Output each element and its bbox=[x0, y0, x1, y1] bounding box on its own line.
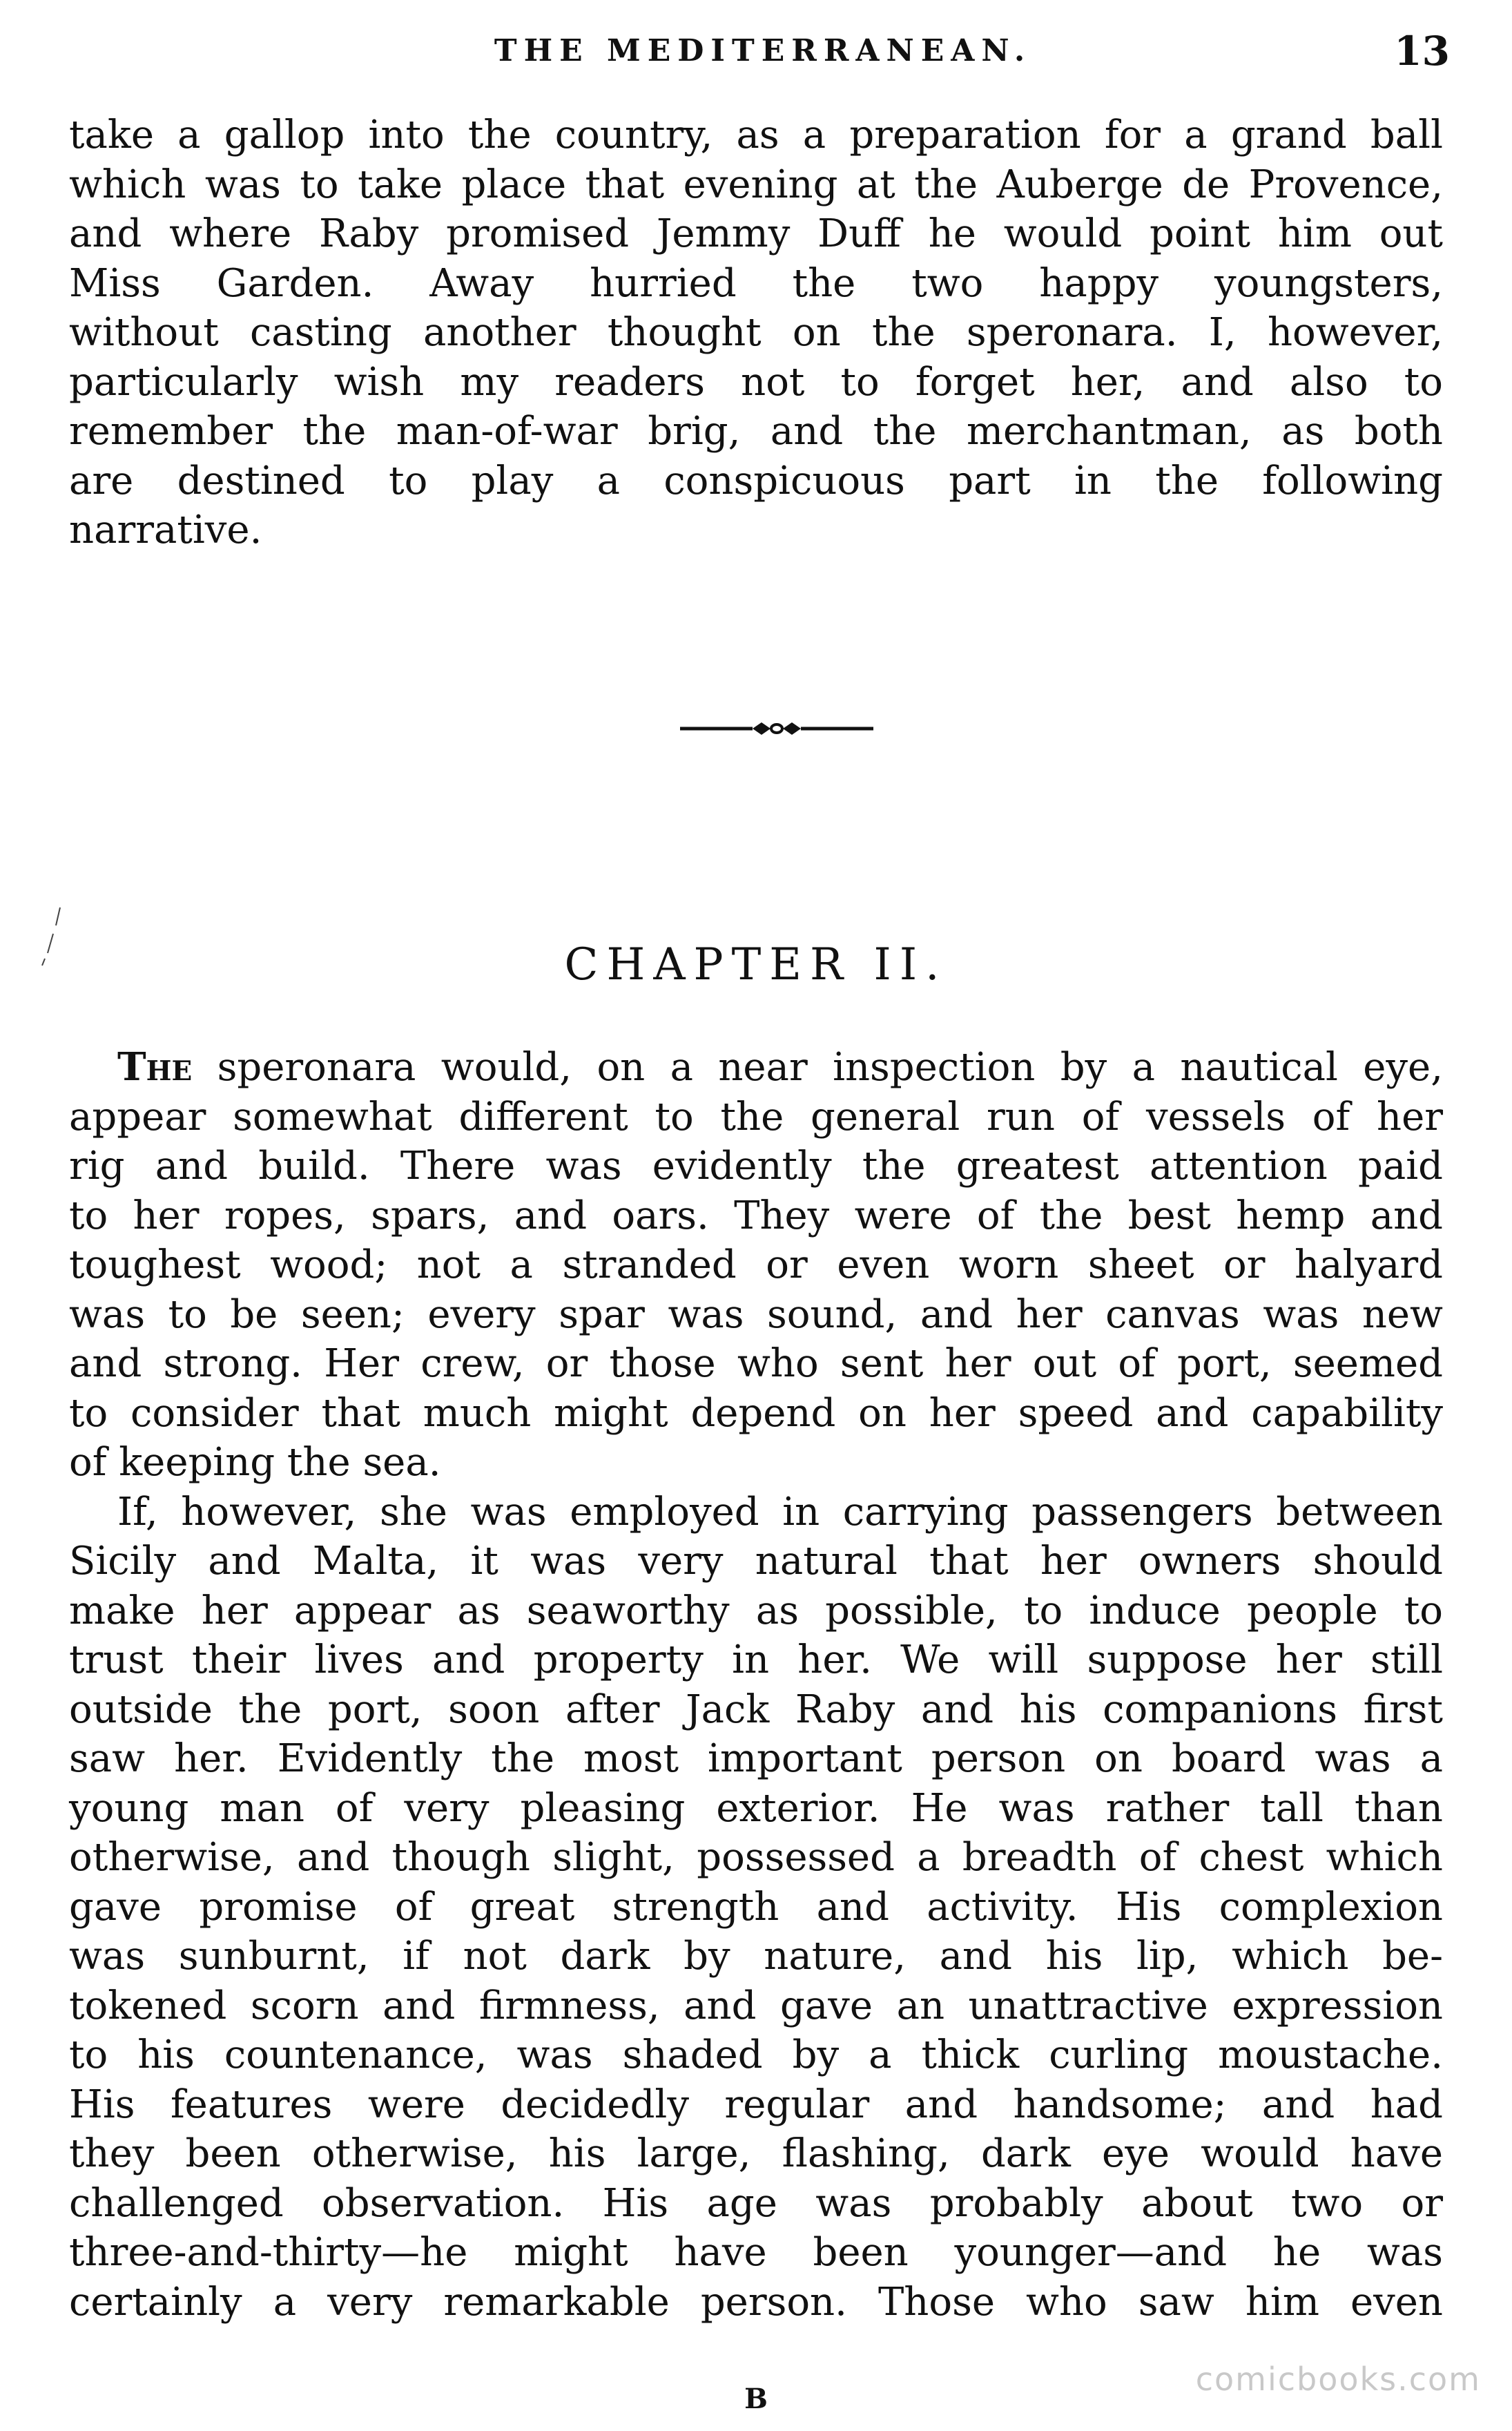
text-line: three-and-thirty—he might have been younger—and he was bbox=[69, 2230, 1443, 2275]
text-line: certainly a very remarkable person. Those who saw him even bbox=[69, 2279, 1443, 2325]
text-line: without casting another thought on the speronara. I, however, bbox=[69, 310, 1443, 355]
text-line: they been otherwise, his large, flashing, dark eye would have bbox=[69, 2131, 1443, 2176]
page-number: 13 bbox=[1394, 28, 1450, 75]
text-line: challenged observation. His age was probably about two or bbox=[69, 2180, 1443, 2226]
text-line: gave promise of great strength and activity. His complexion bbox=[69, 1884, 1443, 1930]
text-line: to consider that much might depend on her speed and capability bbox=[69, 1390, 1443, 1436]
text-line: toughest wood; not a stranded or even worn sheet or halyard bbox=[69, 1242, 1443, 1287]
text-line: appear somewhat different to the general run of vessels of her bbox=[69, 1094, 1443, 1140]
text-line: make her appear as seaworthy as possible, to induce people to bbox=[69, 1588, 1443, 1633]
text-line: and strong. Her crew, or those who sent her out of port, seemed bbox=[69, 1341, 1443, 1386]
text-line-rest: speronara would, on a near inspection by a nautical eye, bbox=[192, 1045, 1443, 1090]
text-line: which was to take place that evening at the Auberge de Provence, bbox=[69, 162, 1443, 207]
text-line: saw her. Evidently the most important person on board was a bbox=[69, 1736, 1443, 1781]
text-line: to his countenance, was shaded by a thick curling moustache. bbox=[69, 2033, 1443, 2077]
text-line: tokened scorn and firmness, and gave an unattractive expression bbox=[69, 1983, 1443, 2028]
text-line: remember the man-of-war brig, and the merchantman, as both bbox=[69, 409, 1443, 454]
text-line: was sunburnt, if not dark by nature, and his lip, which be- bbox=[69, 1934, 1443, 1979]
text-line: His features were decidedly regular and handsome; and had bbox=[69, 2082, 1443, 2127]
text-line: and where Raby promised Jemmy Duff he would point him out bbox=[69, 211, 1443, 256]
text-line: particularly wish my readers not to forget her, and also to bbox=[69, 359, 1443, 405]
text-line: are destined to play a conspicuous part in the following bbox=[69, 458, 1443, 503]
text-line: outside the port, soon after Jack Raby and his companions first bbox=[69, 1687, 1443, 1732]
chapter-body bbox=[69, 1043, 1443, 2327]
text-line: otherwise, and though slight, possessed a breadth of chest which bbox=[69, 1835, 1443, 1880]
text-line: narrative. bbox=[69, 508, 262, 552]
text-line: was to be seen; every spar was sound, and her canvas was new bbox=[69, 1291, 1443, 1337]
opening-word: The bbox=[117, 1044, 193, 1090]
text-line: to her ropes, spars, and oars. They were of the best hemp and bbox=[69, 1193, 1443, 1238]
text-line: If, however, she was employed in carrying passengers between bbox=[117, 1489, 1443, 1535]
text-line: of keeping the sea. bbox=[69, 1440, 441, 1485]
text-line: Sicily and Malta, it was very natural that her owners should bbox=[69, 1539, 1443, 1584]
text-line: take a gallop into the country, as a preparation for a grand ball bbox=[69, 113, 1443, 157]
text-line: rig and build. There was evidently the greatest attention paid bbox=[69, 1144, 1443, 1189]
watermark: comicbooks.com bbox=[1195, 2361, 1481, 2398]
text-line bbox=[69, 1043, 1443, 1093]
text-line: trust their lives and property in her. We will suppose her still bbox=[69, 1637, 1443, 1682]
text-line: young man of very pleasing exterior. He was rather tall than bbox=[69, 1785, 1443, 1831]
continuation-paragraph bbox=[69, 110, 1443, 555]
signature-mark: B bbox=[744, 2383, 768, 2415]
chapter-heading: CHAPTER II. bbox=[564, 939, 948, 990]
text-line: Miss Garden. Away hurried the two happy youngsters, bbox=[69, 260, 1443, 306]
running-title: THE MEDITERRANEAN. bbox=[494, 33, 1032, 68]
section-divider-ornament bbox=[680, 718, 873, 739]
running-head bbox=[76, 28, 1450, 83]
